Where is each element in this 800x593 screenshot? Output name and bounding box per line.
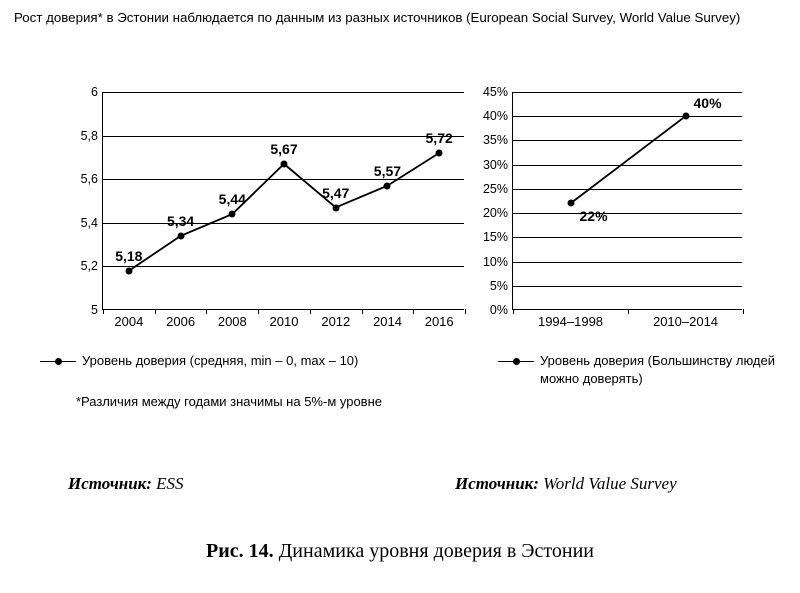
ytick-left-5.8: 5,8 <box>80 128 98 143</box>
datapoint-left-2012 <box>332 204 339 211</box>
ytick-right-25: 25% <box>482 181 508 196</box>
datalabel-left-2014: 5,57 <box>373 162 402 179</box>
ytick-left-6: 6 <box>91 85 98 99</box>
ytick-right-15: 15% <box>482 230 508 245</box>
source-left-prefix: Источник: <box>68 474 152 493</box>
legend-label-wvs: Уровень доверия (Большинству людей можно доверять) <box>540 353 775 386</box>
line-marker-icon <box>40 352 76 370</box>
ytick-left-5.4: 5,4 <box>80 215 98 230</box>
legend-left <box>40 352 440 370</box>
plot-area-right <box>482 85 742 329</box>
ytick-left-5.2: 5,2 <box>80 259 98 274</box>
source-right-prefix: Источник: <box>455 474 539 493</box>
source-left-value: ESS <box>156 474 184 493</box>
xtick-left-2012: 2012 <box>321 314 351 329</box>
ytick-right-0: 0% <box>489 303 508 317</box>
ytick-right-45: 45% <box>482 85 508 99</box>
figure-caption <box>0 540 800 563</box>
ytick-right-10: 10% <box>482 254 508 269</box>
line-marker-icon <box>498 352 534 370</box>
legend-label-ess: Уровень доверия (средняя, min – 0, max – 10) <box>82 353 359 368</box>
datalabel-left-2012: 5,47 <box>322 184 350 201</box>
chart-wvs-trust <box>455 85 785 338</box>
ytick-left-5.6: 5,6 <box>80 172 98 187</box>
datalabel-right-40: 40% <box>693 95 722 112</box>
figure-number: Рис. 14. <box>206 540 274 562</box>
legend-item-wvs <box>498 352 788 388</box>
datapoint-left-2004 <box>125 267 132 274</box>
datalabel-left-2008: 5,44 <box>218 191 246 208</box>
ytick-right-40: 40% <box>482 109 508 124</box>
source-right-value: World Value Survey <box>543 474 677 493</box>
xtick-right-2010-2014: 2010–2014 <box>652 314 719 329</box>
xtick-left-2016: 2016 <box>424 314 454 329</box>
xtick-left-2014: 2014 <box>373 314 402 329</box>
ytick-right-5: 5% <box>489 278 508 293</box>
footnote: *Различия между годами значимы на 5%-м уровне <box>76 394 383 409</box>
ytick-right-30: 30% <box>482 157 508 172</box>
xtick-left-2006: 2006 <box>166 314 196 329</box>
series-line-left <box>103 92 465 310</box>
xtick-left-2010: 2010 <box>269 314 299 329</box>
datalabel-left-2006: 5,34 <box>166 212 195 229</box>
chart-ess-trust <box>40 85 454 338</box>
datapoint-left-2006 <box>177 232 184 239</box>
legend-item-ess <box>40 352 440 370</box>
datapoint-left-2010 <box>281 160 288 167</box>
figure-header: Рост доверия* в Эстонии наблюдается по данным из разных источников (European Social Survey, World Value Survey) <box>14 10 741 25</box>
xtick-left-2008: 2008 <box>217 314 247 329</box>
figure-caption-text: Динамика уровня доверия в Эстонии <box>273 540 594 562</box>
datalabel-right-22: 22% <box>579 208 608 225</box>
xtick-left-2004: 2004 <box>114 314 144 329</box>
legend-right <box>498 352 788 388</box>
series-line-right <box>513 92 743 310</box>
ytick-right-35: 35% <box>482 133 508 148</box>
datapoint-left-2016 <box>436 150 443 157</box>
datalabel-left-2004: 5,18 <box>115 247 143 264</box>
ytick-left-5: 5 <box>91 303 98 317</box>
source-right <box>455 474 677 494</box>
xtick-right-1994-1998: 1994–1998 <box>537 314 604 329</box>
datalabel-left-2016: 5,72 <box>425 130 453 147</box>
datapoint-right-1994-1998 <box>567 200 574 207</box>
source-left <box>68 474 184 494</box>
xtickmark-right-2 <box>743 309 744 314</box>
ytick-right-20: 20% <box>482 206 508 221</box>
datapoint-left-2008 <box>229 211 236 218</box>
datapoint-left-2014 <box>384 182 391 189</box>
datalabel-left-2010: 5,67 <box>270 140 298 157</box>
plot-area-left <box>80 85 464 329</box>
datapoint-right-2010-2014 <box>682 113 689 120</box>
